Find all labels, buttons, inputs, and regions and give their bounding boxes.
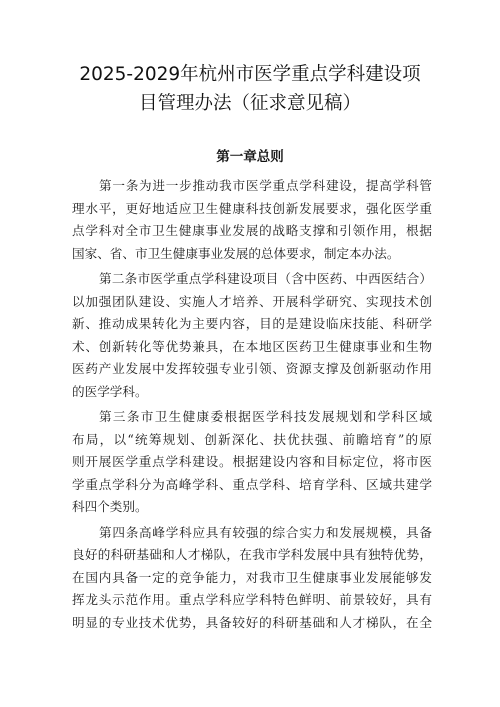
article-3-paragraph: [72, 406, 432, 519]
title-line: 目管理办法（征求意见稿）: [138, 93, 361, 114]
document-title: [60, 60, 440, 118]
article-4-paragraph: [72, 522, 432, 635]
document-body: [72, 175, 432, 634]
text-line: 布局，以“统筹规划、创新深化、扶优扶强、前瞻培育”的原: [72, 431, 432, 447]
article-2-paragraph: [72, 268, 432, 403]
text-line: 科四个类别。: [72, 499, 148, 514]
text-line: 国家、省、市卫生健康事业发展的总体要求，制定本办法。: [72, 245, 400, 261]
text-line: 第四条高峰学科应具有较强的综合实力和发展规模，具备: [99, 524, 432, 540]
text-line: 第二条市医学重点学科建设项目（含中医药、中西医结合）: [99, 271, 432, 286]
text-line: 明显的专业技术优势，具备较好的科研基础和人才梯队，在全: [72, 614, 432, 630]
text-line: 则开展医学重点学科建设。根据建设内容和目标定位，将市医: [72, 454, 432, 469]
text-line: 的医学学科。: [72, 383, 148, 399]
title-line: 2025-2029年杭州市医学重点学科建设项: [79, 64, 421, 85]
text-line: 新、推动成果转化为主要内容，目的是建设临床技能、科研学: [72, 316, 432, 331]
text-line: 医药产业发展中发挥较强专业引领、资源支撑及创新驱动作用: [72, 361, 432, 376]
text-line: 术、创新转化等优势兼具，在本地区医药卫生健康事业和生物: [72, 338, 432, 354]
text-line: 第三条市卫生健康委根据医学科技发展规划和学科区域: [99, 409, 432, 424]
text-line: 在国内具备一定的竞争能力，对我市卫生健康事业发展能够发: [72, 569, 432, 585]
text-line: 点学科对全市卫生健康事业发展的战略支撑和引领作用，根据: [72, 223, 432, 238]
text-line: 学重点学科分为高峰学科、重点学科、培育学科、区域共建学: [72, 476, 432, 492]
text-line: 挥龙头示范作用。重点学科应学科特色鲜明、前景较好，具有: [72, 592, 432, 607]
article-1-paragraph: [72, 175, 432, 265]
text-line: 理水平，更好地适应卫生健康科技创新发展要求，强化医学重: [72, 200, 432, 216]
chapter-heading: 第一章总则: [216, 149, 284, 165]
text-line: 第一条为进一步推动我市医学重点学科建设，提高学科管: [99, 178, 432, 193]
text-line: 以加强团队建设、实施人才培养、开展科学研究、实现技术创: [72, 293, 432, 309]
text-line: 良好的科研基础和人才梯队，在我市学科发展中具有独特优势，: [72, 547, 432, 562]
